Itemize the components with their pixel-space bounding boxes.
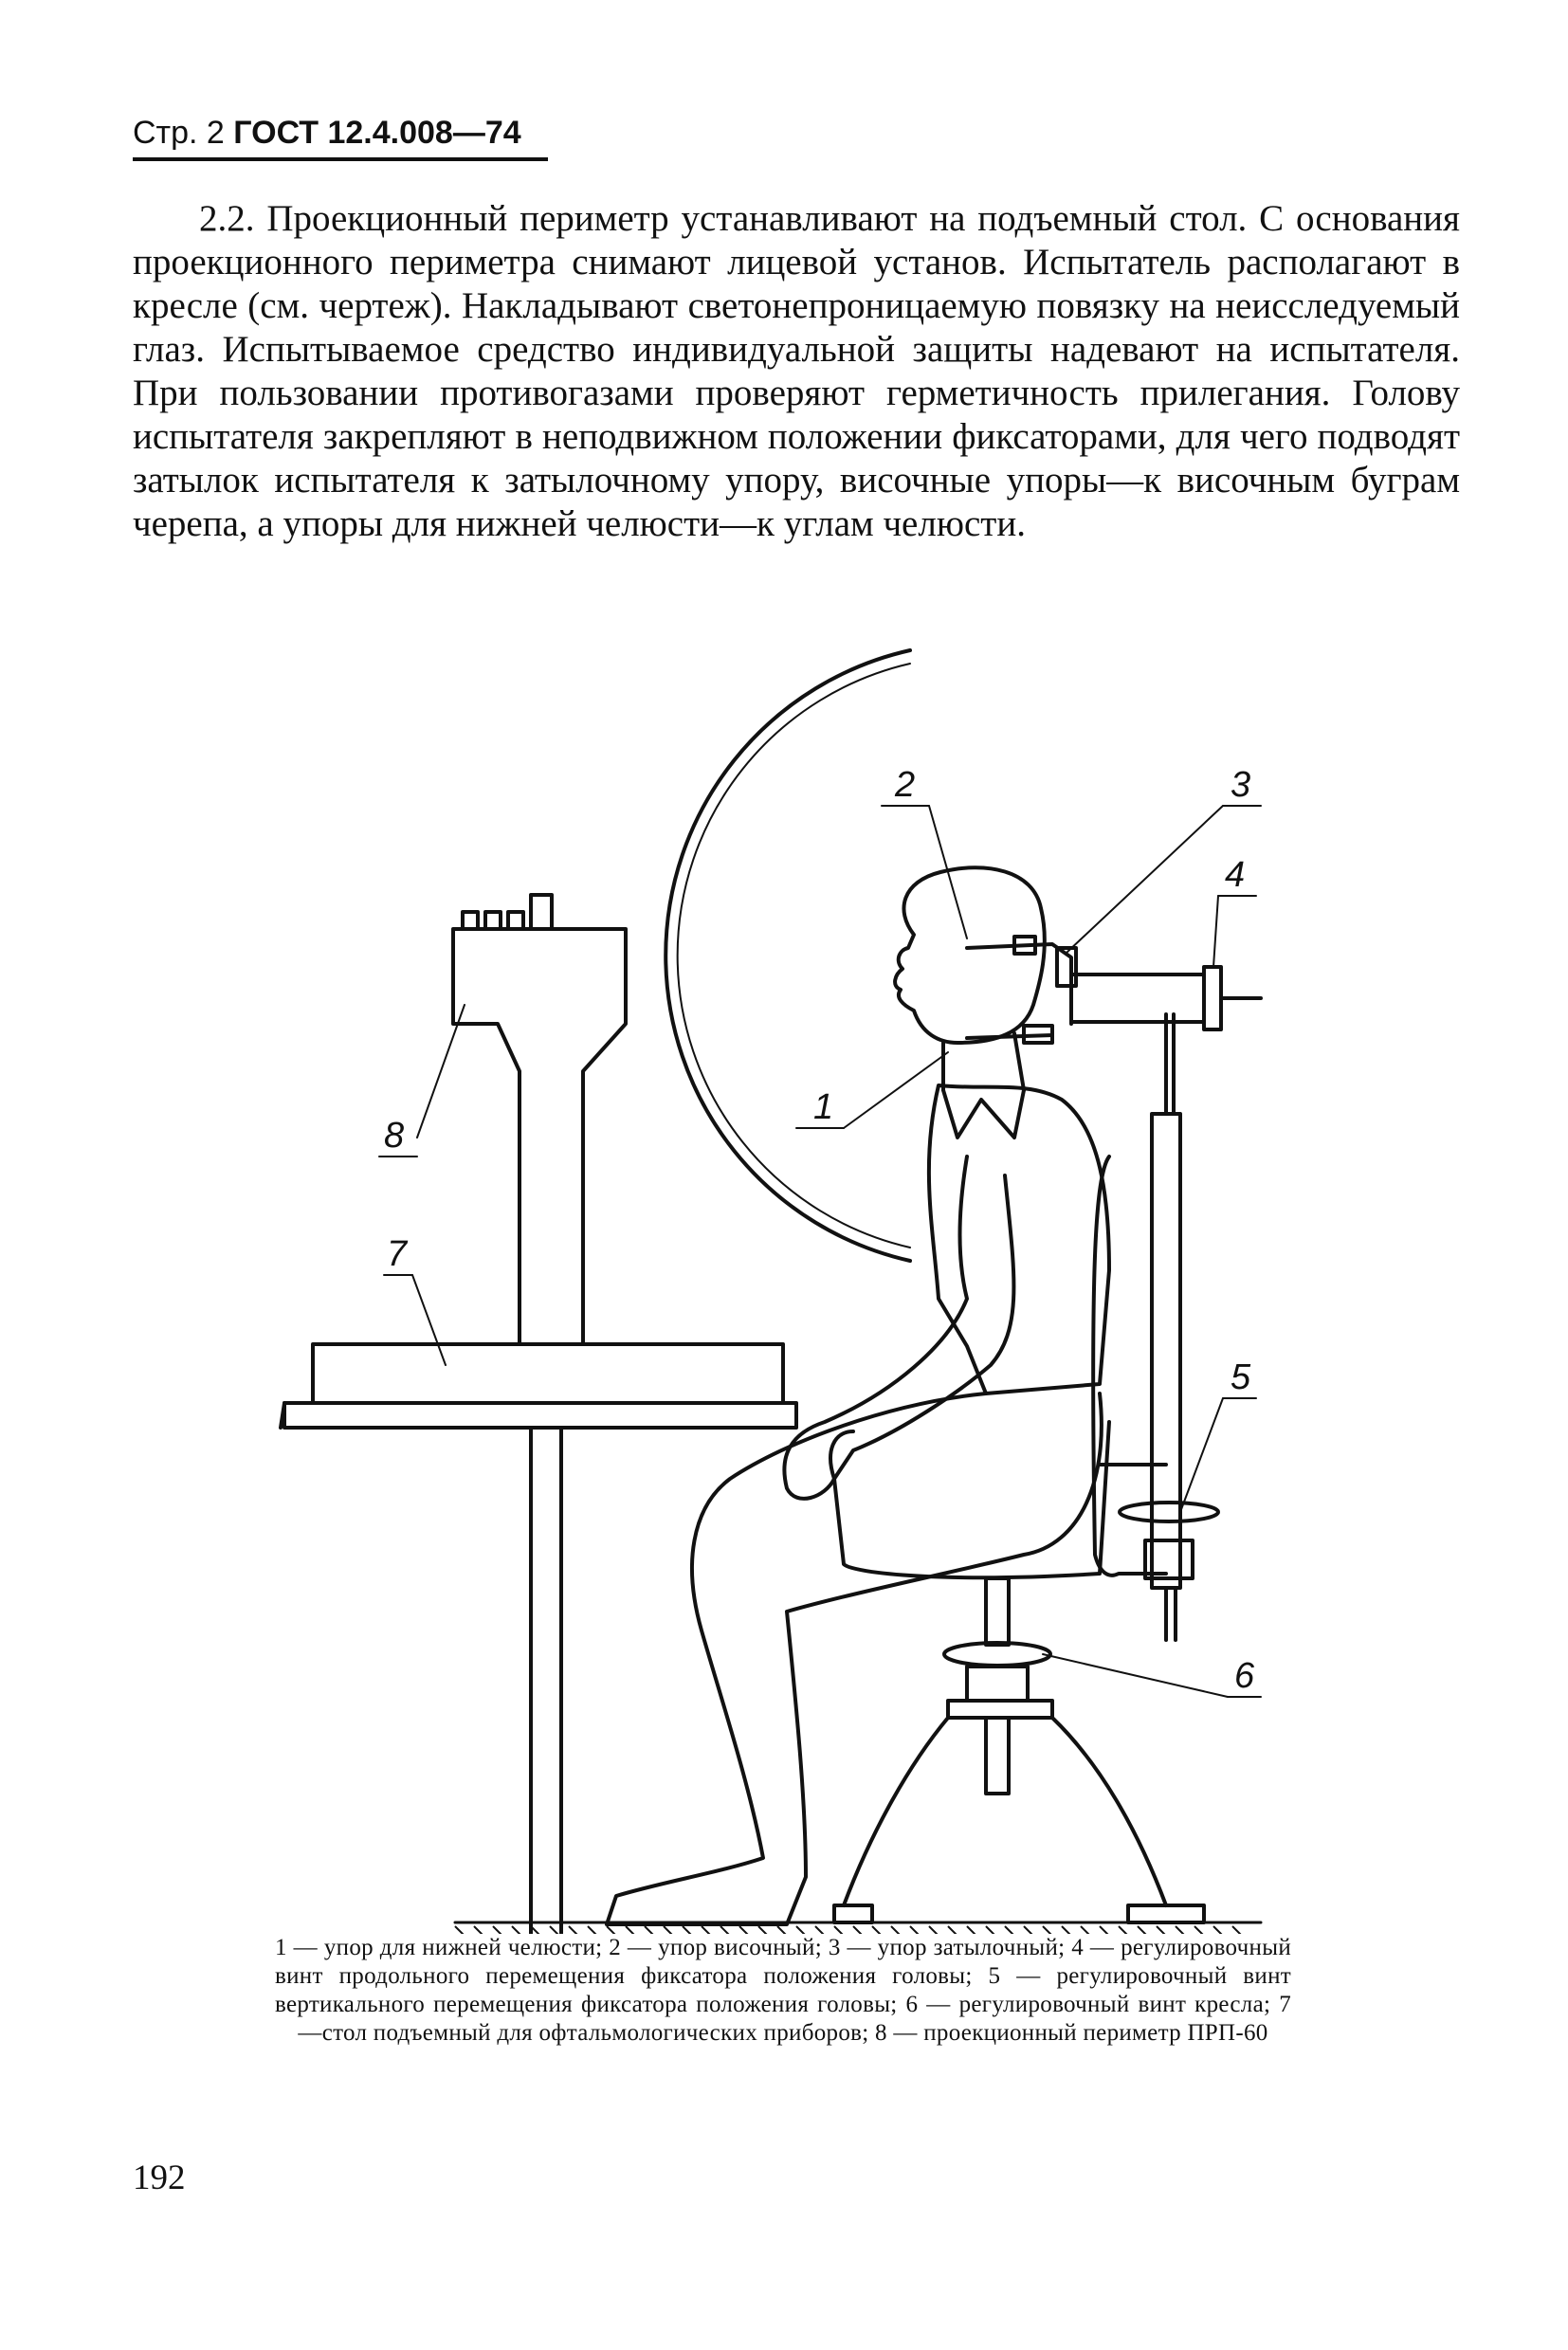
table-top-block [313,1344,783,1403]
perimeter-arc-inner [678,664,910,1248]
perimeter-head [453,929,626,1344]
adjust-knob-5 [1120,1503,1218,1521]
floor-hatching [455,1926,1251,1934]
person-collar [943,1090,1024,1138]
callout-4: 4 [1225,855,1246,895]
perimeter-arc [665,650,910,1261]
person-arm [784,1157,1013,1499]
page-label: Стр. 2 [133,115,225,151]
body-paragraph: 2.2. Проекционный периметр устанавливают на подъемный стол. С основания проекционного периметра снимают лицевой установ. Испытатель располагают в кресле (см. чертеж). Накладывают светонепроницаемую повязку на неисследуемый глаз. Испытываемое средство индивидуальной защиты надевают на испытателя. При пользовании противогазами проверяют герметичность прилегания. Голову испытателя закрепляют в неподвижном положении фиксаторами, для чего подводят затылок испытателя к затылочному упору, височные упоры—к височным буграм черепа, а упоры для нижней челюсти—к углам челюсти. [133,198,1460,544]
table-leg [531,1428,561,1934]
figure-caption: 1 — упор для нижней челюсти; 2 — упор височный; 3 — упор затылочный; 4 — регулировочный винт продольного перемещения фиксатора положения головы; 5 — регулировочный винт вертикального перемещения фиксатора положения головы; 6 — регулировочный винт кресла; 7—стол подъемный для офтальмологических приборов; 8 — проекционный периметр ПРП-60 [275,1935,1291,2046]
page-number: 192 [133,2159,186,2197]
jaw-clamp [967,1035,1052,1038]
table-top [284,1403,796,1428]
callout-7: 7 [387,1234,408,1274]
fixator-rod [1071,975,1204,1022]
callout-6: 6 [1234,1656,1255,1696]
perimeter-knob [463,912,478,929]
chair-column [986,1578,1009,1645]
standard-number: ГОСТ 12.4.008—74 [233,115,521,151]
callout-5: 5 [1231,1357,1251,1397]
callout-3: 3 [1231,765,1251,805]
person-legs [607,1394,1102,1924]
chair-seat [830,1422,1109,1577]
vertical-post [1152,1114,1180,1588]
chair-legs [844,1718,1166,1905]
callout-2: 2 [895,765,916,805]
callout-8: 8 [384,1116,405,1156]
callout-1: 1 [813,1087,834,1127]
